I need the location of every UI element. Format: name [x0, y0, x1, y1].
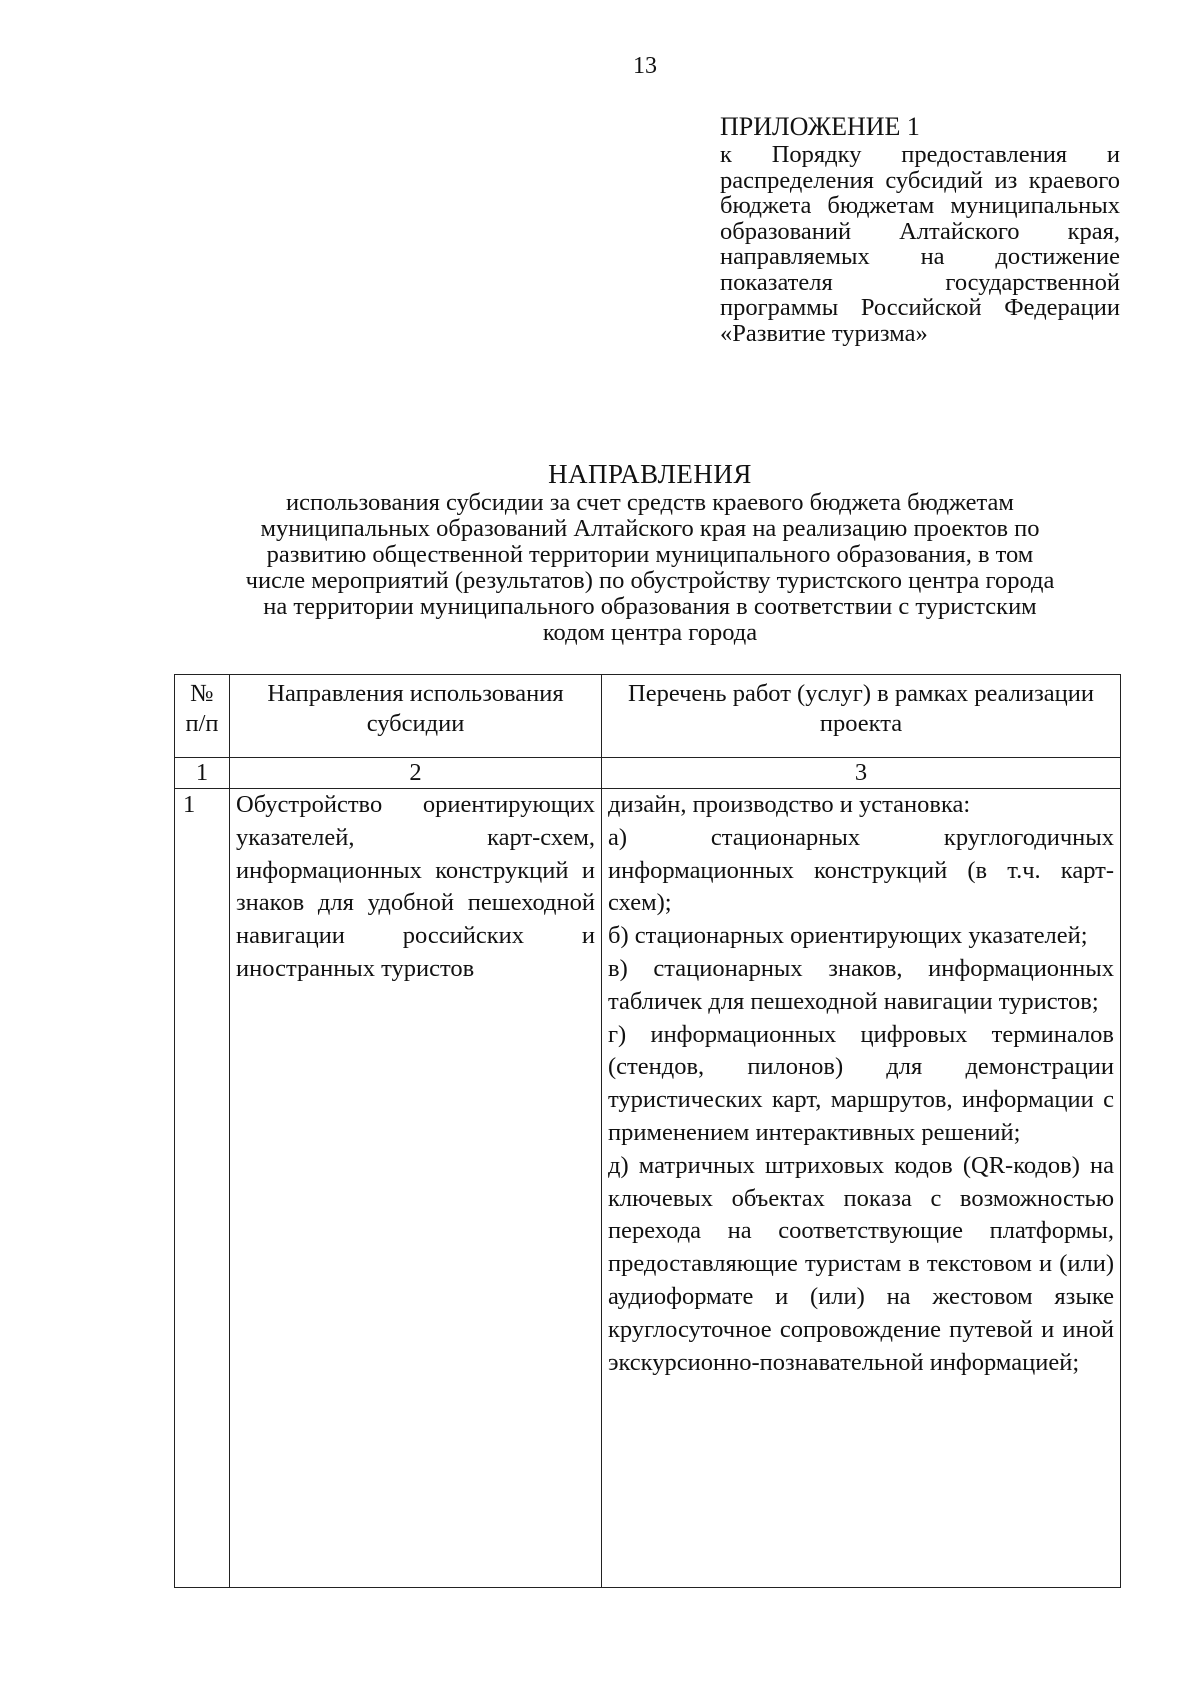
row-index-cell: 1 — [175, 789, 230, 1588]
table-header-row — [175, 675, 1121, 758]
document-heading — [170, 458, 1130, 646]
works-item: в) стационарных знаков, информационных табличек для пешеходной навигации туристов; — [608, 954, 1114, 1015]
heading-subtitle-line: развитию общественной территории муниципального образования, в том — [266, 541, 1034, 568]
column-number-cell: 1 — [175, 758, 230, 789]
heading-subtitle-line: кодом центра города — [542, 619, 758, 646]
works-item: д) матричных штриховых кодов (QR-кодов) на ключевых объектах показа с возможностью перехода на соответствующие платформы, предоставляющие туристам в текстовом и (или) аудиоформате и (или) на жестовом языке круглосуточное сопровождение путевой и иной экскурсионно-познавательной информацией; — [608, 1151, 1114, 1376]
appendix-text: к Порядку предоставления и распределения субсидий из краевого бюджета бюджетам муниципальных образований Алтайского края, направляемых на достижение показателя государственной программы Российской Федерации «Развитие туризма» — [720, 141, 1120, 347]
heading-subtitle-line: на территории муниципального образования в соответствии с туристским — [263, 593, 1037, 620]
works-item: дизайн, производство и установка: — [608, 791, 971, 818]
column-number-row — [175, 758, 1121, 789]
heading-subtitle-line: использования субсидии за счет средств краевого бюджета бюджетам — [286, 489, 1014, 516]
heading-title: НАПРАВЛЕНИЯ — [548, 459, 752, 489]
row-direction-cell: Обустройство ориентирующих указателей, карт-схем, информационных конструкций и знаков для удобной пешеходной навигации российских и иностранных туристов — [230, 789, 602, 1588]
works-item: б) стационарных ориентирующих указателей; — [608, 922, 1088, 950]
works-item: а) стационарных круглогодичных информационных конструкций (в т.ч. карт-схем); — [608, 823, 1114, 917]
page-number: 13 — [633, 53, 657, 79]
column-number-cell: 2 — [230, 758, 602, 789]
works-item: г) информационных цифровых терминалов (стендов, пилонов) для демонстрации туристических карт, маршрутов, информации с применением интерактивных решений; — [608, 1020, 1114, 1146]
directions-table — [174, 674, 1121, 1588]
column-number-cell: 3 — [602, 758, 1121, 789]
header-cell-works: Перечень работ (услуг) в рамках реализации проекта — [602, 675, 1121, 758]
header-cell-direction: Направления использования субсидии — [230, 675, 602, 758]
header-cell-number: № п/п — [175, 675, 230, 758]
heading-subtitle-line: числе мероприятий (результатов) по обустройству туристского центра города — [245, 567, 1055, 594]
heading-subtitle-line: муниципальных образований Алтайского края на реализацию проектов по — [260, 515, 1040, 542]
row-works-cell — [602, 789, 1121, 1588]
appendix-title: ПРИЛОЖЕНИЕ 1 — [720, 112, 920, 141]
table-row — [175, 789, 1121, 1588]
appendix-block — [720, 112, 1120, 346]
